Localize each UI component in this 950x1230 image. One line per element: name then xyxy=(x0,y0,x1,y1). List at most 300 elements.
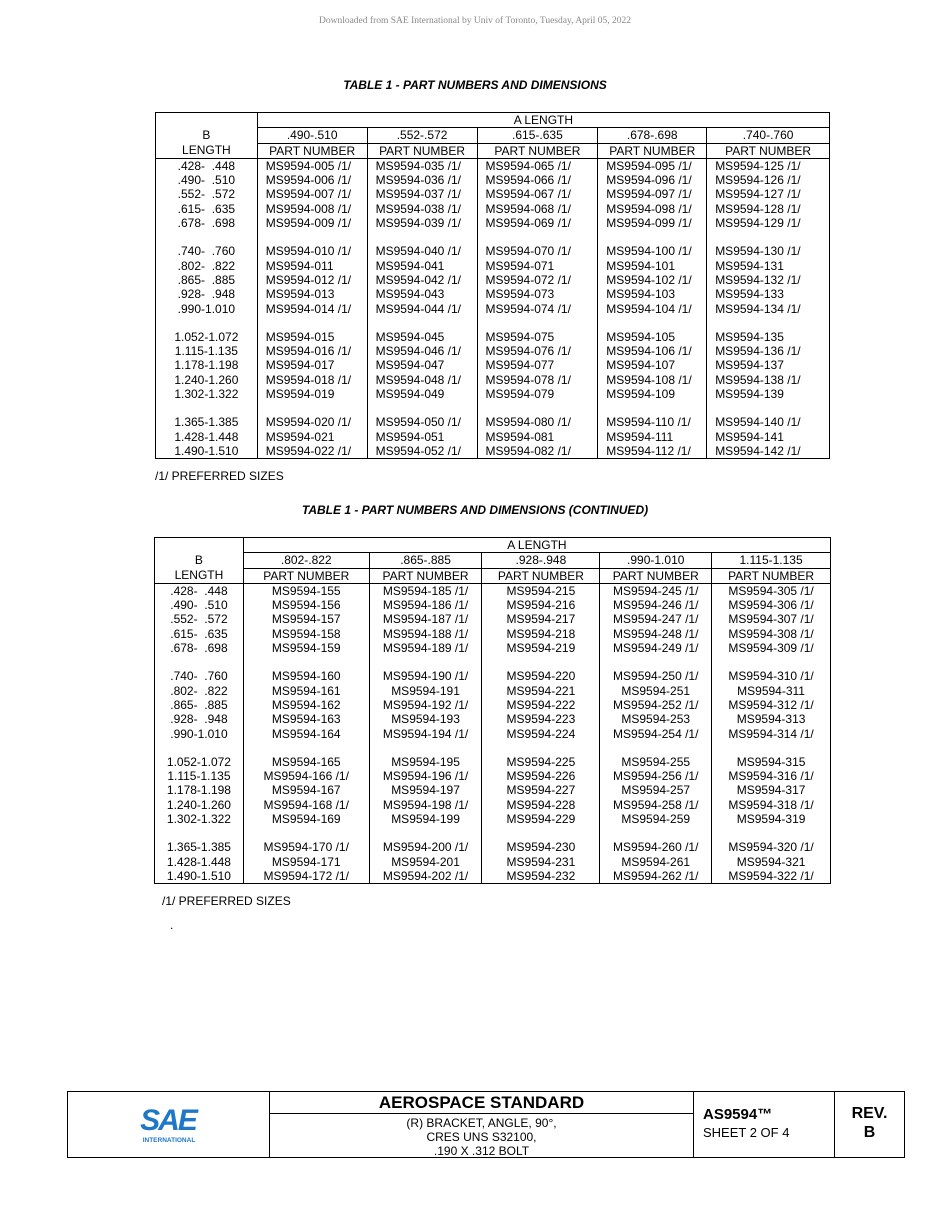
spacer-cell xyxy=(369,826,482,840)
table-row xyxy=(155,583,831,598)
table-row xyxy=(156,259,830,273)
part-number-cell: MS9594-018 /1/ xyxy=(257,373,367,387)
part-number-cell: MS9594-171 xyxy=(243,855,369,869)
part-number-cell: MS9594-135 xyxy=(707,330,830,344)
part-number-cell: MS9594-041 xyxy=(367,259,477,273)
spacer-cell xyxy=(482,826,600,840)
part-number-cell: MS9594-221 xyxy=(482,684,600,698)
part-number-cell: MS9594-038 /1/ xyxy=(367,202,477,216)
a-length-header: A LENGTH xyxy=(257,113,829,128)
part-number-cell: MS9594-224 xyxy=(482,727,600,741)
part-number-cell: MS9594-077 xyxy=(477,358,598,372)
part-number-cell: MS9594-075 xyxy=(477,330,598,344)
part-number-cell: MS9594-096 /1/ xyxy=(598,173,707,187)
part-number-cell: MS9594-188 /1/ xyxy=(369,627,482,641)
part-number-cell: MS9594-107 xyxy=(598,358,707,372)
part-number-cell: MS9594-104 /1/ xyxy=(598,302,707,316)
part-number-cell: MS9594-319 xyxy=(712,812,831,826)
part-number-cell: MS9594-306 /1/ xyxy=(712,598,831,612)
part-number-cell: MS9594-256 /1/ xyxy=(600,769,712,783)
part-number-cell: MS9594-106 /1/ xyxy=(598,344,707,358)
part-number-cell: MS9594-020 /1/ xyxy=(257,415,367,429)
spacer-cell xyxy=(155,826,244,840)
part-number-cell: MS9594-318 /1/ xyxy=(712,798,831,812)
part-number-cell: MS9594-190 /1/ xyxy=(369,669,482,683)
b-header-blank xyxy=(155,538,244,553)
table-row xyxy=(156,273,830,287)
part-number-cell: MS9594-198 /1/ xyxy=(369,798,482,812)
b-length-cell: 1.240-1.260 xyxy=(155,798,244,812)
part-number-cell: MS9594-226 xyxy=(482,769,600,783)
part-number-cell: MS9594-172 /1/ xyxy=(243,869,369,884)
table-row xyxy=(156,216,830,230)
part-number-cell: MS9594-196 /1/ xyxy=(369,769,482,783)
table-row xyxy=(156,415,830,429)
part-number-cell: MS9594-225 xyxy=(482,755,600,769)
trailing-mark: . xyxy=(170,918,174,932)
table-row xyxy=(155,712,831,726)
spacer-cell xyxy=(156,316,258,330)
part-number-cell: MS9594-013 xyxy=(257,287,367,301)
spacer-cell xyxy=(712,826,831,840)
spacer-cell xyxy=(598,401,707,415)
part-number-cell: MS9594-019 xyxy=(257,387,367,401)
part-number-cell: MS9594-159 xyxy=(243,641,369,655)
part-number-cell: MS9594-139 xyxy=(707,387,830,401)
spacer-cell xyxy=(257,230,367,244)
table-row xyxy=(155,669,831,683)
spacer-cell xyxy=(707,316,830,330)
spacer-cell xyxy=(367,401,477,415)
part-number-cell: MS9594-200 /1/ xyxy=(369,840,482,854)
part-number-cell: MS9594-229 xyxy=(482,812,600,826)
table-row xyxy=(156,387,830,401)
b-length-cell: .990-1.010 xyxy=(156,302,258,316)
part-number-cell: MS9594-011 xyxy=(257,259,367,273)
part-number-cell: MS9594-250 /1/ xyxy=(600,669,712,683)
part-number-cell: MS9594-072 /1/ xyxy=(477,273,598,287)
part-number-cell: MS9594-102 /1/ xyxy=(598,273,707,287)
b-length-cell: 1.115-1.135 xyxy=(155,769,244,783)
part-number-cell: MS9594-140 /1/ xyxy=(707,415,830,429)
part-number-cell: MS9594-078 /1/ xyxy=(477,373,598,387)
part-number-cell: MS9594-048 /1/ xyxy=(367,373,477,387)
b-header-blank xyxy=(156,113,258,128)
part-number-header: PART NUMBER xyxy=(712,568,831,583)
part-number-cell: MS9594-169 xyxy=(243,812,369,826)
part-number-header: PART NUMBER xyxy=(600,568,712,583)
part-number-cell: MS9594-080 /1/ xyxy=(477,415,598,429)
group-spacer xyxy=(156,401,830,415)
part-number-cell: MS9594-065 /1/ xyxy=(477,158,598,173)
part-number-cell: MS9594-170 /1/ xyxy=(243,840,369,854)
a-range-header: .615-.635 xyxy=(477,128,598,143)
part-number-cell: MS9594-040 /1/ xyxy=(367,244,477,258)
table-row xyxy=(156,302,830,316)
spacer-cell xyxy=(367,316,477,330)
document-number: AS9594™ xyxy=(703,1106,773,1123)
table-row xyxy=(156,444,830,459)
table-row xyxy=(155,869,831,884)
part-number-cell: MS9594-110 /1/ xyxy=(598,415,707,429)
spacer-cell xyxy=(712,655,831,669)
table-row xyxy=(155,598,831,612)
part-number-cell: MS9594-074 /1/ xyxy=(477,302,598,316)
revision-label: REV. xyxy=(851,1105,888,1122)
part-number-cell: MS9594-134 /1/ xyxy=(707,302,830,316)
part-number-cell: MS9594-246 /1/ xyxy=(600,598,712,612)
part-number-cell: MS9594-016 /1/ xyxy=(257,344,367,358)
table-row xyxy=(156,244,830,258)
part-number-cell: MS9594-105 xyxy=(598,330,707,344)
part-number-cell: MS9594-142 /1/ xyxy=(707,444,830,459)
a-range-header: .928-.948 xyxy=(482,553,600,568)
logo-subtext: INTERNATIONAL xyxy=(142,1137,196,1144)
table-row xyxy=(155,627,831,641)
part-number-cell: MS9594-008 /1/ xyxy=(257,202,367,216)
part-number-cell: MS9594-163 xyxy=(243,712,369,726)
table-row xyxy=(155,783,831,797)
part-number-cell: MS9594-067 /1/ xyxy=(477,187,598,201)
length-header: LENGTH xyxy=(156,143,258,158)
a-range-header: .802-.822 xyxy=(243,553,369,568)
b-length-cell: .428- .448 xyxy=(155,583,244,598)
b-length-cell: .552- .572 xyxy=(155,612,244,626)
part-number-cell: MS9594-312 /1/ xyxy=(712,698,831,712)
part-number-cell: MS9594-051 xyxy=(367,430,477,444)
title-block xyxy=(67,1091,905,1158)
part-number-cell: MS9594-259 xyxy=(600,812,712,826)
part-number-cell: MS9594-245 /1/ xyxy=(600,583,712,598)
sheet-number: SHEET 2 OF 4 xyxy=(703,1125,790,1140)
part-number-cell: MS9594-192 /1/ xyxy=(369,698,482,712)
part-number-cell: MS9594-197 xyxy=(369,783,482,797)
part-number-cell: MS9594-100 /1/ xyxy=(598,244,707,258)
part-number-cell: MS9594-166 /1/ xyxy=(243,769,369,783)
part-number-cell: MS9594-045 xyxy=(367,330,477,344)
part-number-header: PART NUMBER xyxy=(369,568,482,583)
part-number-cell: MS9594-219 xyxy=(482,641,600,655)
a-range-header: 1.115-1.135 xyxy=(712,553,831,568)
part-number-cell: MS9594-137 xyxy=(707,358,830,372)
table-row xyxy=(156,344,830,358)
table-row xyxy=(156,158,830,173)
spacer-cell xyxy=(600,826,712,840)
table-row xyxy=(156,373,830,387)
part-number-cell: MS9594-133 xyxy=(707,287,830,301)
b-length-cell: .928- .948 xyxy=(156,287,258,301)
part-number-cell: MS9594-132 /1/ xyxy=(707,273,830,287)
part-number-cell: MS9594-201 xyxy=(369,855,482,869)
part-number-cell: MS9594-220 xyxy=(482,669,600,683)
b-length-cell: 1.178-1.198 xyxy=(155,783,244,797)
spacer-cell xyxy=(367,230,477,244)
part-number-cell: MS9594-141 xyxy=(707,430,830,444)
description-line: (R) BRACKET, ANGLE, 90°, xyxy=(406,1116,557,1130)
part-number-cell: MS9594-022 /1/ xyxy=(257,444,367,459)
document-cell xyxy=(694,1092,835,1157)
part-number-cell: MS9594-222 xyxy=(482,698,600,712)
part-number-cell: MS9594-193 xyxy=(369,712,482,726)
b-length-cell: .428- .448 xyxy=(156,158,258,173)
part-number-cell: MS9594-223 xyxy=(482,712,600,726)
part-number-cell: MS9594-108 /1/ xyxy=(598,373,707,387)
b-length-cell: .990-1.010 xyxy=(155,727,244,741)
spacer-cell xyxy=(257,401,367,415)
part-number-cell: MS9594-310 /1/ xyxy=(712,669,831,683)
part-number-cell: MS9594-043 xyxy=(367,287,477,301)
part-number-cell: MS9594-258 /1/ xyxy=(600,798,712,812)
part-number-cell: MS9594-130 /1/ xyxy=(707,244,830,258)
part-number-cell: MS9594-007 /1/ xyxy=(257,187,367,201)
part-number-cell: MS9594-136 /1/ xyxy=(707,344,830,358)
table-row xyxy=(155,727,831,741)
part-description xyxy=(270,1114,693,1158)
part-number-cell: MS9594-035 /1/ xyxy=(367,158,477,173)
table-row xyxy=(155,684,831,698)
part-number-cell: MS9594-316 /1/ xyxy=(712,769,831,783)
part-number-cell: MS9594-010 /1/ xyxy=(257,244,367,258)
part-number-cell: MS9594-009 /1/ xyxy=(257,216,367,230)
parts-table-1 xyxy=(155,112,830,459)
table-row xyxy=(155,698,831,712)
length-header: LENGTH xyxy=(155,568,244,583)
b-length-cell: 1.302-1.322 xyxy=(155,812,244,826)
b-length-cell: 1.490-1.510 xyxy=(155,869,244,884)
part-number-cell: MS9594-138 /1/ xyxy=(707,373,830,387)
b-length-cell: 1.240-1.260 xyxy=(156,373,258,387)
part-number-cell: MS9594-071 xyxy=(477,259,598,273)
part-number-cell: MS9594-042 /1/ xyxy=(367,273,477,287)
b-length-cell: .865- .885 xyxy=(155,698,244,712)
b-length-cell: 1.365-1.385 xyxy=(156,415,258,429)
b-length-cell: 1.178-1.198 xyxy=(156,358,258,372)
part-number-cell: MS9594-099 /1/ xyxy=(598,216,707,230)
part-number-cell: MS9594-255 xyxy=(600,755,712,769)
description-line: .190 X .312 BOLT xyxy=(433,1144,530,1158)
part-number-cell: MS9594-314 /1/ xyxy=(712,727,831,741)
part-number-cell: MS9594-215 xyxy=(482,583,600,598)
part-number-cell: MS9594-109 xyxy=(598,387,707,401)
part-number-cell: MS9594-111 xyxy=(598,430,707,444)
table-row xyxy=(156,287,830,301)
b-length-cell: 1.302-1.322 xyxy=(156,387,258,401)
b-header: B xyxy=(155,553,244,568)
part-number-cell: MS9594-070 /1/ xyxy=(477,244,598,258)
part-number-cell: MS9594-066 /1/ xyxy=(477,173,598,187)
part-number-cell: MS9594-164 xyxy=(243,727,369,741)
part-number-cell: MS9594-317 xyxy=(712,783,831,797)
table1-body xyxy=(156,158,830,458)
part-number-cell: MS9594-202 /1/ xyxy=(369,869,482,884)
part-number-cell: MS9594-186 /1/ xyxy=(369,598,482,612)
b-length-cell: 1.052-1.072 xyxy=(156,330,258,344)
part-number-header: PART NUMBER xyxy=(477,143,598,158)
sae-logo xyxy=(68,1092,270,1157)
part-number-cell: MS9594-313 xyxy=(712,712,831,726)
group-spacer xyxy=(156,230,830,244)
table2-body xyxy=(155,583,831,883)
spacer-cell xyxy=(600,655,712,669)
table2-title: TABLE 1 - PART NUMBERS AND DIMENSIONS (CONTINUED) xyxy=(301,503,649,517)
part-number-cell: MS9594-050 /1/ xyxy=(367,415,477,429)
part-number-cell: MS9594-307 /1/ xyxy=(712,612,831,626)
group-spacer xyxy=(155,741,831,755)
part-number-cell: MS9594-039 /1/ xyxy=(367,216,477,230)
part-number-cell: MS9594-052 /1/ xyxy=(367,444,477,459)
part-number-cell: MS9594-068 /1/ xyxy=(477,202,598,216)
b-length-cell: .802- .822 xyxy=(155,684,244,698)
part-number-cell: MS9594-021 xyxy=(257,430,367,444)
b-length-cell: 1.428-1.448 xyxy=(156,430,258,444)
part-number-cell: MS9594-321 xyxy=(712,855,831,869)
part-number-cell: MS9594-168 /1/ xyxy=(243,798,369,812)
part-number-cell: MS9594-126 /1/ xyxy=(707,173,830,187)
revision-value: B xyxy=(863,1124,876,1141)
part-number-cell: MS9594-097 /1/ xyxy=(598,187,707,201)
spacer-cell xyxy=(600,741,712,755)
part-number-cell: MS9594-081 xyxy=(477,430,598,444)
table-row xyxy=(155,769,831,783)
table-row xyxy=(155,855,831,869)
part-number-cell: MS9594-322 /1/ xyxy=(712,869,831,884)
part-number-cell: MS9594-320 /1/ xyxy=(712,840,831,854)
part-number-cell: MS9594-158 xyxy=(243,627,369,641)
spacer-cell xyxy=(369,741,482,755)
part-number-cell: MS9594-157 xyxy=(243,612,369,626)
part-number-cell: MS9594-218 xyxy=(482,627,600,641)
part-number-cell: MS9594-249 /1/ xyxy=(600,641,712,655)
part-number-cell: MS9594-230 xyxy=(482,840,600,854)
part-number-cell: MS9594-187 /1/ xyxy=(369,612,482,626)
table-row xyxy=(155,812,831,826)
b-length-cell: .615- .635 xyxy=(155,627,244,641)
part-number-cell: MS9594-014 /1/ xyxy=(257,302,367,316)
spacer-cell xyxy=(707,230,830,244)
spacer-cell xyxy=(707,401,830,415)
table1-footnote: /1/ PREFERRED SIZES xyxy=(155,469,284,483)
part-number-cell: MS9594-127 /1/ xyxy=(707,187,830,201)
part-number-header: PART NUMBER xyxy=(598,143,707,158)
part-number-header: PART NUMBER xyxy=(243,568,369,583)
logo-mark: SAE xyxy=(140,1104,196,1137)
spacer-cell xyxy=(156,401,258,415)
part-number-cell: MS9594-309 /1/ xyxy=(712,641,831,655)
part-number-cell: MS9594-047 xyxy=(367,358,477,372)
part-number-cell: MS9594-125 /1/ xyxy=(707,158,830,173)
a-range-header: .865-.885 xyxy=(369,553,482,568)
part-number-header: PART NUMBER xyxy=(482,568,600,583)
part-number-cell: MS9594-228 xyxy=(482,798,600,812)
part-number-cell: MS9594-079 xyxy=(477,387,598,401)
part-number-cell: MS9594-195 xyxy=(369,755,482,769)
a-length-header: A LENGTH xyxy=(243,538,830,553)
part-number-cell: MS9594-199 xyxy=(369,812,482,826)
part-number-cell: MS9594-017 xyxy=(257,358,367,372)
part-number-cell: MS9594-160 xyxy=(243,669,369,683)
part-number-cell: MS9594-191 xyxy=(369,684,482,698)
part-number-cell: MS9594-112 /1/ xyxy=(598,444,707,459)
part-number-cell: MS9594-251 xyxy=(600,684,712,698)
table-row xyxy=(155,755,831,769)
part-number-cell: MS9594-044 /1/ xyxy=(367,302,477,316)
b-length-cell: .802- .822 xyxy=(156,259,258,273)
part-number-header: PART NUMBER xyxy=(367,143,477,158)
standard-title: AEROSPACE STANDARD xyxy=(270,1092,693,1114)
part-number-cell: MS9594-036 /1/ xyxy=(367,173,477,187)
table1-title: TABLE 1 - PART NUMBERS AND DIMENSIONS xyxy=(343,78,607,92)
part-number-cell: MS9594-254 /1/ xyxy=(600,727,712,741)
part-number-cell: MS9594-156 xyxy=(243,598,369,612)
part-number-cell: MS9594-015 xyxy=(257,330,367,344)
part-number-cell: MS9594-162 xyxy=(243,698,369,712)
b-length-cell: .678- .698 xyxy=(156,216,258,230)
part-number-cell: MS9594-165 xyxy=(243,755,369,769)
table-row xyxy=(156,187,830,201)
part-number-cell: MS9594-216 xyxy=(482,598,600,612)
spacer-cell xyxy=(477,401,598,415)
spacer-cell xyxy=(482,655,600,669)
parts-table-2 xyxy=(154,537,831,884)
table2-footnote: /1/ PREFERRED SIZES xyxy=(162,894,291,908)
part-number-cell: MS9594-260 /1/ xyxy=(600,840,712,854)
title-cell xyxy=(270,1092,694,1157)
part-number-cell: MS9594-098 /1/ xyxy=(598,202,707,216)
part-number-cell: MS9594-311 xyxy=(712,684,831,698)
group-spacer xyxy=(155,655,831,669)
part-number-cell: MS9594-161 xyxy=(243,684,369,698)
part-number-cell: MS9594-012 /1/ xyxy=(257,273,367,287)
table-row xyxy=(156,173,830,187)
part-number-cell: MS9594-247 /1/ xyxy=(600,612,712,626)
group-spacer xyxy=(155,826,831,840)
part-number-cell: MS9594-257 xyxy=(600,783,712,797)
part-number-cell: MS9594-095 /1/ xyxy=(598,158,707,173)
part-number-cell: MS9594-049 xyxy=(367,387,477,401)
part-number-cell: MS9594-189 /1/ xyxy=(369,641,482,655)
table-row xyxy=(156,430,830,444)
table-row xyxy=(156,202,830,216)
sae-logo-graphic xyxy=(68,1092,268,1157)
b-length-cell: 1.490-1.510 xyxy=(156,444,258,459)
b-length-cell: .928- .948 xyxy=(155,712,244,726)
a-range-header: .678-.698 xyxy=(598,128,707,143)
b-length-cell: .678- .698 xyxy=(155,641,244,655)
part-number-cell: MS9594-185 /1/ xyxy=(369,583,482,598)
part-number-cell: MS9594-069 /1/ xyxy=(477,216,598,230)
b-length-cell: .740- .760 xyxy=(156,244,258,258)
spacer-cell xyxy=(369,655,482,669)
spacer-cell xyxy=(155,741,244,755)
part-number-cell: MS9594-131 xyxy=(707,259,830,273)
part-number-cell: MS9594-155 xyxy=(243,583,369,598)
spacer-cell xyxy=(243,826,369,840)
table-row xyxy=(156,358,830,372)
part-number-cell: MS9594-248 /1/ xyxy=(600,627,712,641)
table-row xyxy=(155,641,831,655)
b-length-cell: 1.365-1.385 xyxy=(155,840,244,854)
part-number-header: PART NUMBER xyxy=(707,143,830,158)
a-range-header: .740-.760 xyxy=(707,128,830,143)
table-row xyxy=(155,840,831,854)
part-number-cell: MS9594-167 xyxy=(243,783,369,797)
part-number-cell: MS9594-037 /1/ xyxy=(367,187,477,201)
part-number-cell: MS9594-315 xyxy=(712,755,831,769)
b-length-cell: .490- .510 xyxy=(156,173,258,187)
table-row xyxy=(155,612,831,626)
b-length-cell: .865- .885 xyxy=(156,273,258,287)
b-length-cell: .740- .760 xyxy=(155,669,244,683)
